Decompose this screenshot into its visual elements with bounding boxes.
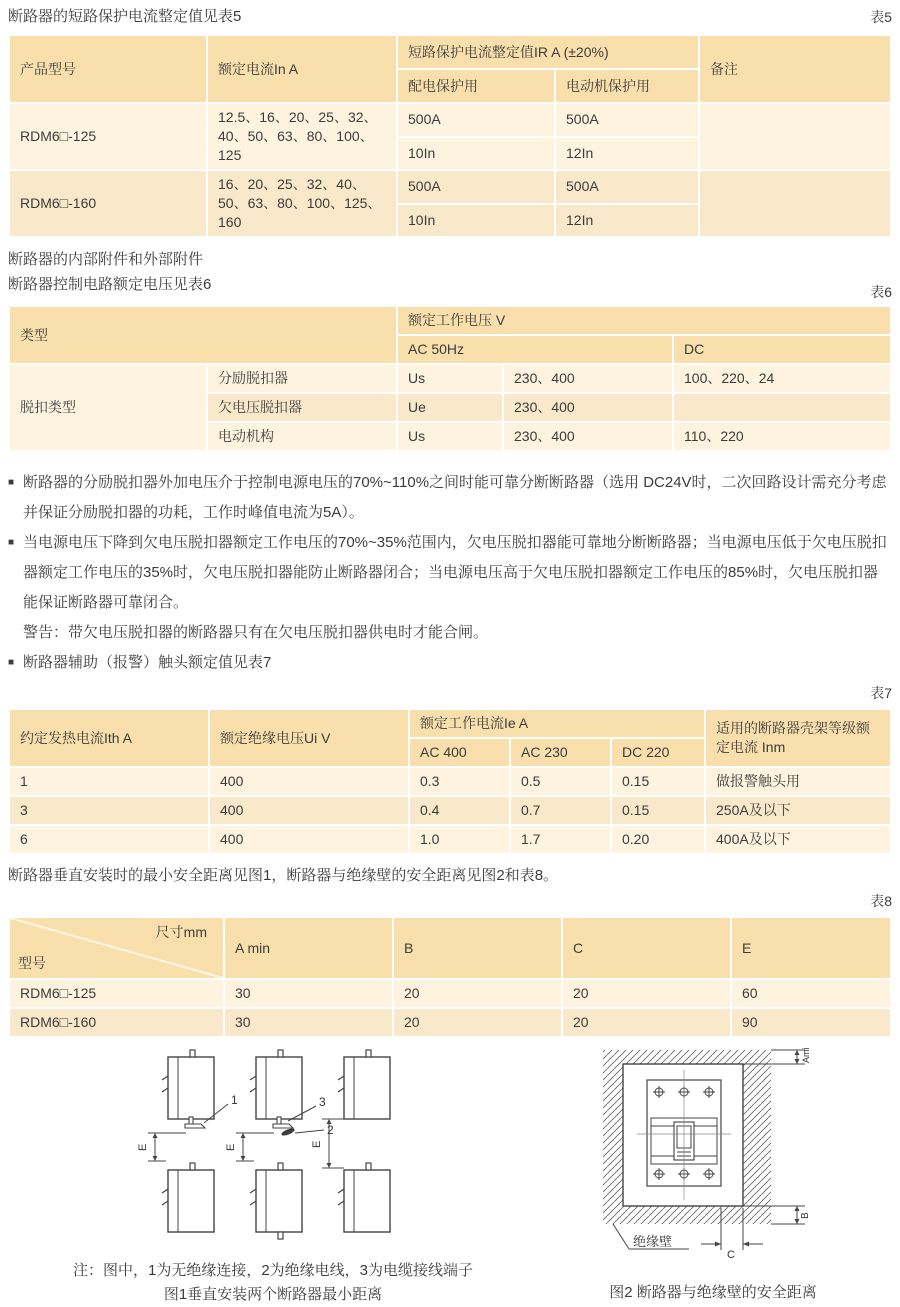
t7-dc220-cell: 0.15	[612, 797, 704, 824]
t7-h-ie-group: 额定工作电流Ie A	[410, 710, 704, 737]
breaker-front-view	[637, 1070, 731, 1200]
t5-motor-cell: 12In	[556, 205, 698, 237]
t6-h-voltage-group: 额定工作电压 V	[398, 307, 890, 334]
figures-row	[8, 1048, 892, 1307]
t6-symbol-cell: Us	[398, 365, 502, 392]
breaker-side-view	[162, 1050, 214, 1119]
table8-tag: 表8	[870, 893, 892, 909]
t6-ac-cell: 230、400	[504, 423, 672, 450]
figure2-block	[548, 1048, 878, 1307]
dim-e-label: E	[311, 1140, 323, 1148]
t8-b-cell: 20	[394, 980, 561, 1007]
section1-title-row	[8, 6, 892, 28]
t8-h-model: 型号	[18, 955, 46, 971]
t8-h-dim: 尺寸mm	[155, 924, 207, 940]
figure1-block	[48, 1048, 498, 1307]
t7-ac230-cell: 1.7	[511, 826, 610, 853]
dim-a-label: Amin	[801, 1048, 811, 1063]
t7-dc220-cell: 0.20	[612, 826, 704, 853]
t5-in-cell: 16、20、25、32、40、50、63、80、100、125、160	[208, 171, 396, 236]
t8-h-c: C	[563, 918, 730, 978]
t7-ac400-cell: 0.4	[410, 797, 509, 824]
t7-h-ui: 额定绝缘电压Ui V	[210, 710, 408, 766]
t7-h-inm: 适用的断路器壳架等级额定电流 Inm	[706, 710, 890, 766]
t7-h-ac400: AC 400	[410, 739, 509, 766]
breaker-side-view	[338, 1050, 390, 1119]
t6-symbol-cell: Us	[398, 423, 502, 450]
dimension-e-col2	[236, 1133, 274, 1161]
t7-ith-cell: 3	[10, 797, 208, 824]
figure1-note: 注：图中，1为无绝缘连接，2为绝缘电线，3为电缆接线端子	[72, 1262, 474, 1279]
t5-dist-cell: 10In	[398, 205, 554, 237]
breaker-side-view	[162, 1163, 214, 1232]
t6-ac-cell: 230、400	[504, 394, 672, 421]
callout-2-label: 2	[327, 1123, 334, 1137]
wall-label: 绝缘壁	[633, 1234, 673, 1249]
t8-h-b: B	[394, 918, 561, 978]
bullet-text: 当电源电压下降到欠电压脱扣器额定工作电压的70%~35%范围内，欠电压脱扣器能可靠地分断断路器；当电源电压低于欠电压脱扣器额定工作电压的35%时，欠电压脱扣器能防止断路器闭合；当电源电压高于欠电压脱扣器额定工作电压的85%时，欠电压脱扣器能保证断路器可靠闭合。	[23, 534, 887, 611]
dim-e-label: E	[225, 1143, 237, 1151]
t7-ac230-cell: 0.7	[511, 797, 610, 824]
t7-ui-cell: 400	[210, 826, 408, 853]
t7-h-dc220: DC 220	[612, 739, 704, 766]
t8-model-cell: RDM6□-160	[10, 1009, 223, 1036]
breaker-side-view	[338, 1163, 390, 1232]
dim-e-label: E	[138, 1143, 149, 1151]
t6-h-type: 类型	[10, 307, 396, 363]
table8-safety-distances	[8, 916, 892, 1038]
t7-ui-cell: 400	[210, 797, 408, 824]
callout-1-label: 1	[231, 1093, 238, 1107]
t6-h-ac: AC 50Hz	[398, 336, 672, 363]
t8-model-cell: RDM6□-125	[10, 980, 223, 1007]
t6-dc-cell: 110、220	[674, 423, 890, 450]
bullet-marker: ■	[8, 537, 15, 548]
t8-e-cell: 60	[732, 980, 890, 1007]
t6-name-cell: 电动机构	[208, 423, 396, 450]
table5-short-circuit-settings	[8, 34, 892, 238]
t8-a-cell: 30	[225, 1009, 392, 1036]
t5-h-rated-current: 额定电流In A	[208, 36, 396, 102]
bullet-text: 断路器辅助（报警）触头额定值见表7	[23, 654, 272, 671]
t5-dist-cell: 500A	[398, 104, 554, 136]
section4-text: 断路器垂直安装时的最小安全距离见图1，断路器与绝缘壁的安全距离见图2和表8。	[8, 867, 559, 884]
bullet-item	[8, 648, 892, 678]
bullet-item	[8, 468, 892, 528]
t7-ac230-cell: 0.5	[511, 768, 610, 795]
t8-c-cell: 20	[563, 1009, 730, 1036]
bullet-marker: ■	[8, 477, 15, 488]
table6-control-voltage	[8, 305, 892, 452]
t8-a-cell: 30	[225, 980, 392, 1007]
t6-dc-cell	[674, 394, 890, 421]
t5-motor-cell: 12In	[556, 138, 698, 170]
t6-symbol-cell: Ue	[398, 394, 502, 421]
t7-dc220-cell: 0.15	[612, 768, 704, 795]
t8-h-diagonal	[10, 918, 223, 978]
dim-c-label: C	[727, 1249, 735, 1261]
t7-inm-cell: 做报警触头用	[706, 768, 890, 795]
callout-3-label: 3	[319, 1095, 326, 1109]
bottom-terminal-pin	[278, 1232, 283, 1239]
bullet-marker: ■	[8, 657, 15, 668]
t5-motor-cell: 500A	[556, 104, 698, 136]
t6-row-label: 脱扣类型	[10, 365, 206, 450]
table7-auxiliary-contacts	[8, 708, 892, 855]
section2-line2: 断路器控制电路额定电压见表6	[8, 276, 212, 293]
t6-h-dc: DC	[674, 336, 890, 363]
wall-leader	[613, 1224, 629, 1249]
dimension-e-col1	[148, 1133, 186, 1161]
t5-h-distribution: 配电保护用	[398, 70, 554, 102]
t7-ith-cell: 6	[10, 826, 208, 853]
t6-name-cell: 欠电压脱扣器	[208, 394, 396, 421]
t8-c-cell: 20	[563, 980, 730, 1007]
table7-tag: 表7	[870, 685, 892, 701]
t5-motor-cell: 500A	[556, 171, 698, 203]
t5-dist-cell: 10In	[398, 138, 554, 170]
t7-ac400-cell: 0.3	[410, 768, 509, 795]
t5-in-cell: 12.5、16、20、25、32、40、50、63、80、100、125	[208, 104, 396, 169]
t6-ac-cell: 230、400	[504, 365, 672, 392]
t5-h-motor: 电动机保护用	[556, 70, 698, 102]
figure2-caption: 图2 断路器与绝缘壁的安全距离	[609, 1284, 817, 1301]
figure1-caption: 图1垂直安装两个断路器最小距离	[163, 1286, 383, 1303]
t6-dc-cell: 100、220、24	[674, 365, 890, 392]
bullet-text: 断路器的分励脱扣器外加电压介于控制电源电压的70%~110%之间时能可靠分断断路器（选用 DC24V时，二次回路设计需充分考虑并保证分励脱扣器的功耗，工作时峰值电流为5A）。	[23, 474, 887, 521]
t6-name-cell: 分励脱扣器	[208, 365, 396, 392]
t8-h-a: A min	[225, 918, 392, 978]
dim-b-label: B	[800, 1212, 811, 1219]
breaker-side-view	[250, 1163, 302, 1232]
bullet-item	[8, 528, 892, 618]
t7-inm-cell: 250A及以下	[706, 797, 890, 824]
t7-ui-cell: 400	[210, 768, 408, 795]
figure2-insulation-wall-drawing	[593, 1048, 833, 1262]
figure1-vertical-mounting-drawing	[138, 1048, 408, 1248]
warning-text: 警告：带欠电压脱扣器的断路器只有在欠电压脱扣器供电时才能合闸。	[23, 624, 489, 641]
t5-h-ir-group: 短路保护电流整定值IR A (±20%)	[398, 36, 698, 68]
notes-paragraphs	[8, 468, 892, 678]
t8-h-e: E	[732, 918, 890, 978]
callout-leader	[295, 1130, 324, 1133]
t5-model-cell: RDM6□-160	[10, 171, 206, 236]
t8-b-cell: 20	[394, 1009, 561, 1036]
t5-h-note: 备注	[700, 36, 890, 102]
breaker-side-view	[250, 1050, 302, 1119]
t7-ith-cell: 1	[10, 768, 208, 795]
t5-note-cell-empty	[700, 104, 890, 169]
table6-tag: 表6	[870, 284, 892, 300]
t7-h-ith: 约定发热电流Ith A	[10, 710, 208, 766]
table5-tag: 表5	[870, 9, 892, 25]
t5-h-model: 产品型号	[10, 36, 206, 102]
t7-ac400-cell: 1.0	[410, 826, 509, 853]
t8-e-cell: 90	[732, 1009, 890, 1036]
section2-line1: 断路器的内部附件和外部附件	[8, 251, 204, 268]
t7-inm-cell: 400A及以下	[706, 826, 890, 853]
t5-note-cell-empty	[700, 171, 890, 236]
t7-h-ac230: AC 230	[511, 739, 610, 766]
t5-dist-cell: 500A	[398, 171, 554, 203]
t5-model-cell: RDM6□-125	[10, 104, 206, 169]
section1-title: 断路器的短路保护电流整定值见表5	[8, 8, 242, 25]
